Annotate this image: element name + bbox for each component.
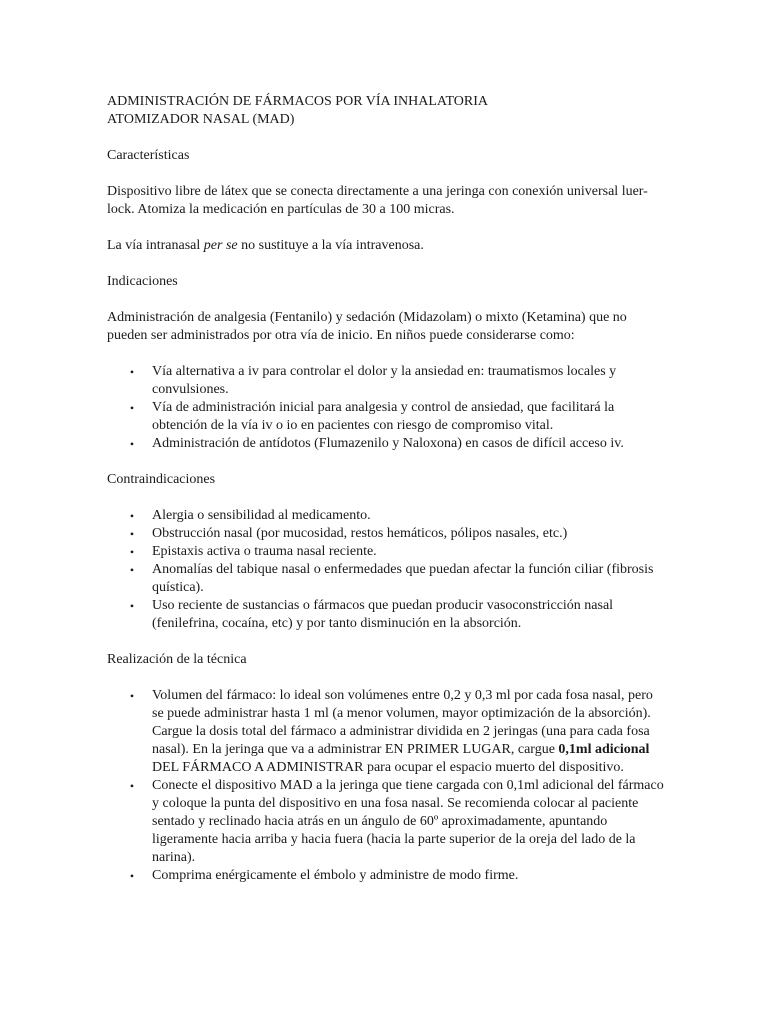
list-item	[107, 363, 667, 399]
bullet-icon: •	[129, 527, 135, 541]
tecnica-item-1-before: Volumen del fármaco: lo ideal son volúmenes entre 0,2 y 0,3 ml por cada fosa nasal, pero se puede administrar hasta 1 ml (a menor volumen, mayor optimización de la absorción). Cargue la dosis total del fármaco a administrar dividida en 2 jeringas (una para cada fosa nasal). En la jeringa que va a administrar EN PRIMER LUGAR, cargue	[152, 688, 653, 757]
list-item	[107, 543, 667, 561]
heading-contraindicaciones: Contraindicaciones	[107, 472, 216, 487]
list-item	[107, 561, 667, 597]
heading-indicaciones: Indicaciones	[107, 274, 178, 289]
bullet-icon: •	[129, 869, 135, 883]
document-title-line-2: ATOMIZADOR NASAL (MAD)	[107, 112, 295, 127]
heading-caracteristicas: Características	[107, 148, 190, 163]
contraindicaciones-list	[107, 507, 667, 633]
para2-text-after: no sustituye a la vía intravenosa.	[237, 238, 424, 253]
list-item-text: Comprima enérgicamente el émbolo y administre de modo firme.	[152, 868, 519, 883]
bullet-icon: •	[129, 401, 135, 415]
tecnica-list	[107, 687, 667, 885]
indicaciones-list	[107, 363, 667, 453]
bullet-icon: •	[129, 545, 135, 559]
list-item-text: Administración de antídotos (Flumazenilo y Naloxona) en casos de difícil acceso iv.	[152, 436, 624, 451]
list-item	[107, 507, 667, 525]
list-item	[107, 597, 667, 633]
list-item	[107, 399, 667, 435]
bullet-icon: •	[129, 599, 135, 613]
tecnica-item-1-bold: 0,1ml adicional	[558, 742, 650, 757]
list-item	[107, 525, 667, 543]
list-item-text: Vía alternativa a iv para controlar el dolor y la ansiedad en: traumatismos locales y convulsiones.	[152, 364, 617, 397]
heading-realizacion-tecnica: Realización de la técnica	[107, 652, 247, 667]
list-item-text: Epistaxis activa o trauma nasal reciente.	[152, 544, 377, 559]
list-item-text: Uso reciente de sustancias o fármacos que puedan producir vasoconstricción nasal (fenilefrina, cocaína, etc) y por tanto disminución en la absorción.	[152, 598, 614, 631]
document-title-line-1: ADMINISTRACIÓN DE FÁRMACOS POR VÍA INHALATORIA	[107, 94, 489, 109]
bullet-icon: •	[129, 365, 135, 379]
caracteristicas-paragraph-2	[107, 237, 667, 255]
list-item	[107, 777, 667, 867]
para2-italic-text: per se	[203, 238, 238, 253]
indicaciones-intro: Administración de analgesia (Fentanilo) y sedación (Midazolam) o mixto (Ketamina) que no pueden ser administrados por otra vía de inicio. En niños puede considerarse como:	[107, 310, 627, 343]
bullet-icon: •	[129, 689, 135, 703]
list-item-text: Anomalías del tabique nasal o enfermedades que puedan afectar la función ciliar (fibrosis quística).	[152, 562, 654, 595]
list-item-text: Conecte el dispositivo MAD a la jeringa que tiene cargada con 0,1ml adicional del fármaco y coloque la punta del dispositivo en una fosa nasal. Se recomienda colocar al paciente sentado y reclinado hacia atrás en un ángulo de 60º aproximadamente, apuntando ligeramente hacia arriba y hacia fuera (hacia la parte superior de la oreja del lado de la narina).	[152, 778, 664, 865]
list-item	[107, 687, 667, 777]
tecnica-item-1-after: DEL FÁRMACO A ADMINISTRAR para ocupar el espacio muerto del dispositivo.	[152, 760, 624, 775]
list-item-text: Vía de administración inicial para analgesia y control de ansiedad, que facilitará la obtención de la vía iv o io en pacientes con riesgo de compromiso vital.	[152, 400, 615, 433]
list-item-text: Alergia o sensibilidad al medicamento.	[152, 508, 371, 523]
list-item	[107, 435, 667, 453]
caracteristicas-paragraph-1: Dispositivo libre de látex que se conecta directamente a una jeringa con conexión universal luer-lock. Atomiza la medicación en partículas de 30 a 100 micras.	[107, 184, 648, 217]
bullet-icon: •	[129, 779, 135, 793]
bullet-icon: •	[129, 437, 135, 451]
bullet-icon: •	[129, 563, 135, 577]
document-body	[107, 93, 667, 885]
list-item	[107, 867, 667, 885]
bullet-icon: •	[129, 509, 135, 523]
para2-text-before: La vía intranasal	[107, 238, 204, 253]
list-item-text: Obstrucción nasal (por mucosidad, restos hemáticos, pólipos nasales, etc.)	[152, 526, 568, 541]
